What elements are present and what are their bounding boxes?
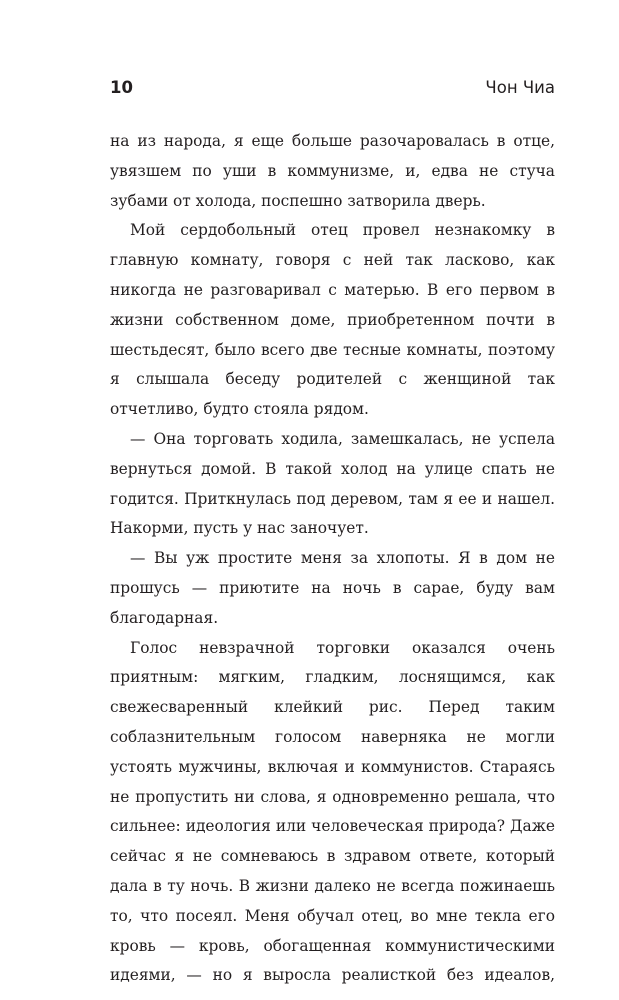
paragraph: Голос невзрачной торговки оказался очень приятным: мягким, гладким, лоснящимся, как свежесваренный клейкий рис. Перед таким соблазнительным голосом наверняка не могли устоять мужчины, включая и коммунистов. Стараясь не пропустить ни слова, я одновременно решала, что сильнее: идеология или человеческая природа? Даже сейчас я не сомневаюсь в здравом ответе, который дала в ту ночь. В жизни далеко не всегда пожинаешь то, что посеял. Меня обучал отец, во мне текла его кровь — кровь, обогащенная коммунистическими идеями, — но я выросла реалисткой без идеалов, — [110, 638, 555, 985]
paragraph: — Вы уж простите меня за хлопоты. Я в дом не прошусь — приютите на ночь в сарае, буду вам благодарная. — [110, 549, 555, 627]
page-number: 10 — [110, 78, 133, 97]
paragraph: — Она торговать ходила, замешкалась, не успела вернуться домой. В такой холод на улице спать не годится. Приткнулась под деревом, там я ее и нашел. Накорми, пусть у нас заночует. — [110, 429, 555, 538]
running-header — [110, 74, 555, 102]
author-name: Чон Чиа — [485, 78, 555, 97]
body-text — [110, 127, 555, 991]
paragraph: на из народа, я еще больше разочаровалась в отце, увязшем по уши в коммунизме, и, едва не стуча зубами от холода, поспешно затворила дверь. — [110, 132, 555, 210]
paragraph: Мой сердобольный отец провел незнакомку в главную комнату, говоря с ней так ласково, как никогда не разговаривал с матерью. В его первом в жизни собственном доме, приобретенном почти в шестьдесят, было всего две тесные комнаты, поэтому я слышала беседу родителей с женщиной так отчетливо, будто стояла рядом. — [110, 221, 555, 419]
